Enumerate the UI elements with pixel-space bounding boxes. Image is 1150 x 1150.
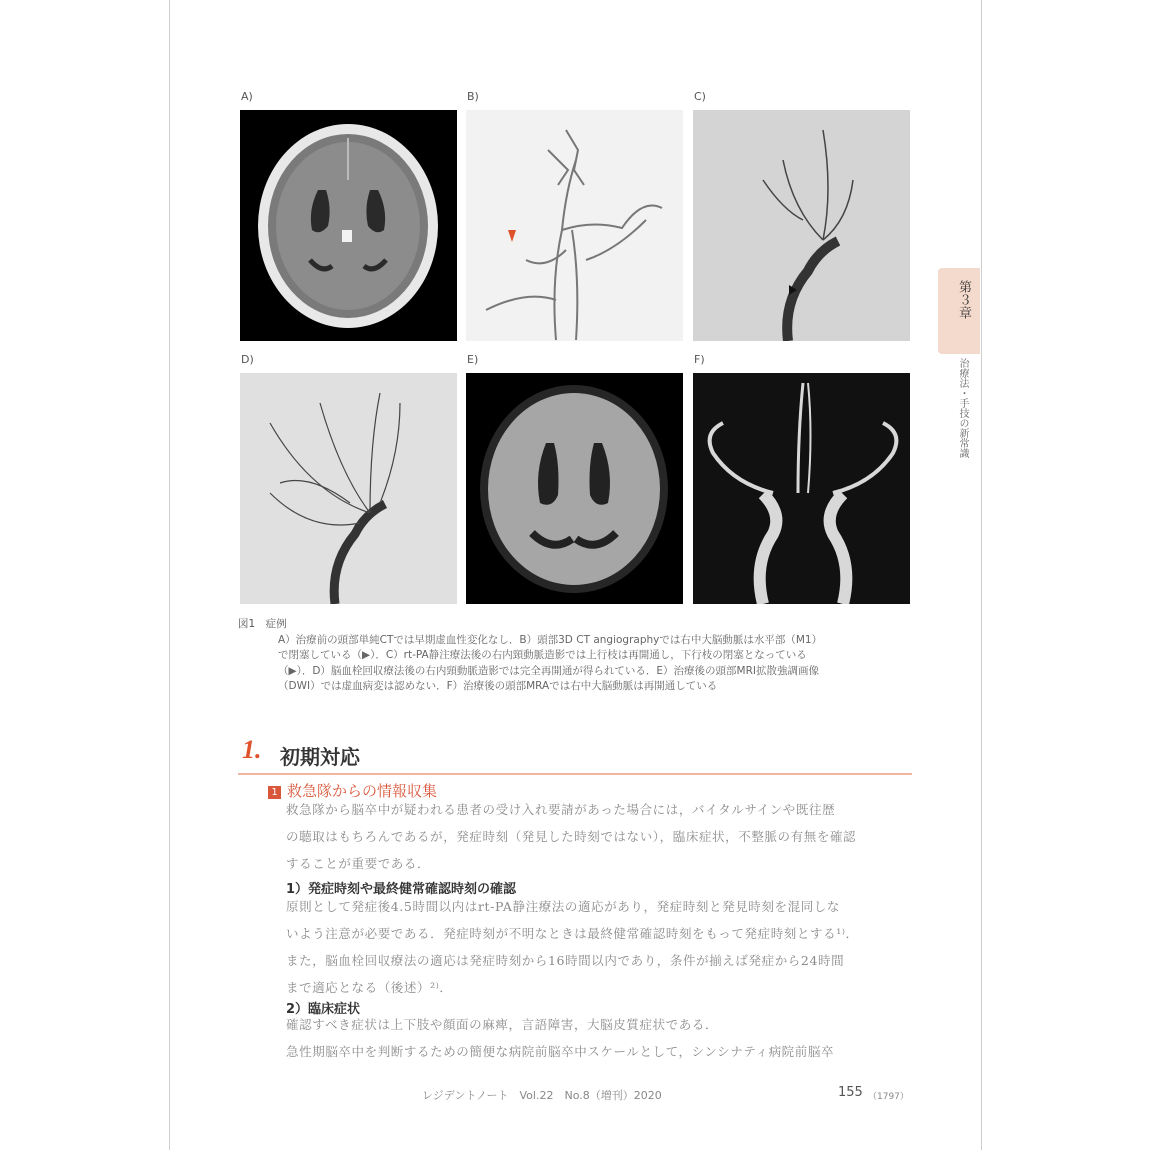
- section-heading: [238, 735, 912, 775]
- angiogram-image-c: [693, 110, 910, 341]
- angiogram-image-d: [240, 373, 457, 604]
- text-line: 救急隊から脳卒中が疑われる患者の受け入れ要請があった場合には，バイタルサインや既往歴: [286, 802, 836, 817]
- section-title: 初期対応: [280, 745, 360, 769]
- caption-line: （DWI）では虚血病変は認めない．F）治療後の頭部MRAでは右中大脳動脈は再開通している: [278, 680, 718, 692]
- page-number-sub: （1797）: [868, 1092, 909, 1102]
- mra-image: [693, 373, 910, 604]
- caption-line: で閉塞している（▶）．C）rt-PA静注療法後の右内頸動脈造影では上行枝は再開通し，下行枝の閉塞となっている: [278, 649, 807, 661]
- heading-clinical-symptoms: 2）臨床症状: [286, 1002, 361, 1017]
- page-number: 155: [838, 1085, 863, 1100]
- figure-label-d: D): [241, 353, 254, 366]
- subsection-title: 救急隊からの情報収集: [287, 782, 438, 800]
- figure-label-c: C): [694, 90, 706, 103]
- figure-label-b: B): [467, 90, 479, 103]
- figure-caption: [238, 617, 910, 695]
- heading-onset-time: 1）発症時刻や最終健常確認時刻の確認: [286, 882, 517, 897]
- text-line: 原則として発症後4.5時間以内はrt-PA静注療法の適応があり，発症時刻と発見時刻を混同しな: [286, 899, 840, 914]
- text-line: することが重要である．: [286, 856, 431, 871]
- footer-journal: レジデントノート Vol.22 No.8（増刊）2020: [422, 1089, 662, 1102]
- mri-dwi-image: [466, 373, 683, 604]
- chapter-tab: [938, 268, 980, 354]
- figure-label-e: E): [467, 353, 479, 366]
- chapter-subtitle: 治療法・手技の新常識: [957, 358, 968, 458]
- text-line: 確認すべき症状は上下肢や顔面の麻痺，言語障害，大脳皮質症状である．: [286, 1017, 719, 1032]
- subsection-number-badge: 1: [268, 786, 281, 799]
- paragraph-1: [286, 796, 910, 877]
- figure-label-f: F): [694, 353, 705, 366]
- text-line: いよう注意が必要である．発症時刻が不明なときは最終健常確認時刻をもって発症時刻とする¹⁾．: [286, 926, 859, 941]
- text-line: また，脳血栓回収療法の適応は発症時刻から16時間以内であり，条件が揃えば発症から24時間: [286, 953, 845, 968]
- caption-line: A）治療前の頭部単純CTでは早期虚血性変化なし．B）頭部3D CT angiographyでは右中大脳動脈は水平部（M1）: [278, 633, 823, 646]
- text-line: 急性期脳卒中を判断するための簡便な病院前脳卒中スケールとして，シンシナティ病院前脳卒: [286, 1044, 835, 1059]
- caption-head: 図1 症例: [238, 618, 287, 630]
- ct-angiography-image: [466, 110, 683, 341]
- paragraph-3: [286, 1011, 910, 1065]
- text-line: の聴取はもちろんであるが，発症時刻（発見した時刻ではない），臨床症状，不整脈の有無を確認: [286, 829, 857, 844]
- chapter-label: 第３章: [956, 280, 971, 319]
- section-number: 1.: [242, 735, 262, 764]
- figure-label-a: A): [241, 90, 253, 103]
- paragraph-2: [286, 893, 910, 1001]
- caption-line: （▶）．D）脳血栓回収療法後の右内頸動脈造影では完全再開通が得られている．E）治療後の頭部MRI拡散強調画像: [278, 664, 819, 677]
- ct-scan-image: [240, 110, 457, 341]
- text-line: まで適応となる（後述）²⁾．: [286, 980, 453, 995]
